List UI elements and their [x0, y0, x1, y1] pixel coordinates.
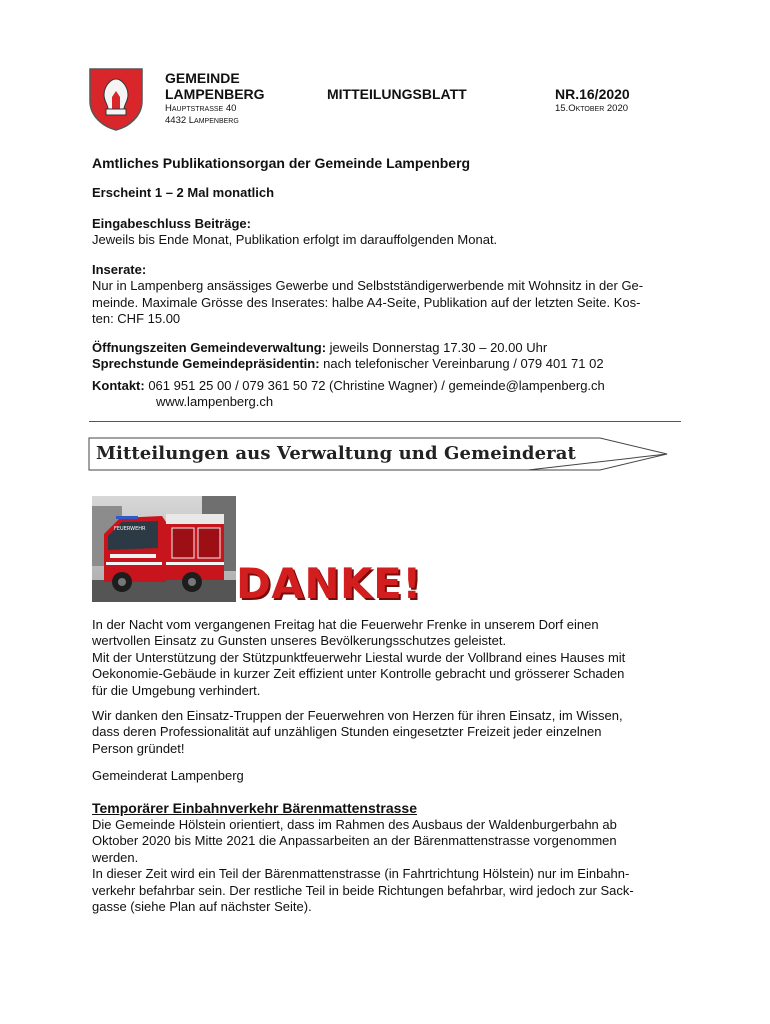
deadline-label: Eingabeschluss Beiträge: [92, 216, 251, 231]
traffic-line: In dieser Zeit wird ein Teil der Bärenmattenstrasse (in Fahrtrichtung Hölstein) nur im Einbahn- [92, 866, 630, 882]
contact-line [92, 378, 712, 394]
contact-block [92, 378, 712, 411]
ads-line: ten: CHF 15.00 [92, 311, 181, 327]
thanks-line: Person gründet! [92, 740, 185, 756]
traffic-line: werden. [92, 849, 139, 865]
office-hours-text: jeweils Donnerstag 17.30 – 20.00 Uhr [326, 340, 548, 355]
thanks-line: wertvollen Einsatz zu Gunsten unseres Bevölkerungsschutzes geleistet. [92, 633, 507, 649]
thanks-line: Wir danken den Einsatz-Truppen der Feuerwehren von Herzen für ihren Einsatz, im Wissen, [92, 708, 623, 723]
consultation-text: nach telefonischer Vereinbarung / 079 401 71 02 [319, 356, 604, 372]
consultation-hours [92, 356, 692, 372]
contact-label: Kontakt: [92, 378, 145, 393]
thanks-signature: Gemeinderat Lampenberg [92, 768, 244, 783]
publication-headline: Amtliches Publikationsorgan der Gemeinde Lampenberg [92, 155, 471, 171]
municipality-name-line2: LAMPENBERG [165, 86, 265, 102]
deadline-block [92, 216, 497, 249]
section-title-banner: Mitteilungen aus Verwaltung und Gemeinderat [96, 443, 576, 464]
truck-sign-text: FEUERWEHR [114, 526, 146, 532]
fire-truck-photo [92, 496, 236, 602]
contact-text: 061 951 25 00 / 079 361 50 72 (Christine Wagner) / gemeinde@lampenberg.ch [144, 378, 605, 393]
deadline-text: Jeweils bis Ende Monat, Publikation erfolgt im darauffolgenden Monat. [92, 232, 498, 248]
office-hours-label: Öffnungszeiten Gemeindeverwaltung: [92, 340, 327, 355]
traffic-section-title: Temporärer Einbahnverkehr Bärenmattenstrasse [92, 800, 417, 816]
thanks-line: Mit der Unterstützung der Stützpunktfeuerwehr Liestal wurde der Vollbrand eines Hauses mit [92, 649, 626, 665]
section-divider [89, 421, 681, 422]
thanks-line: dass deren Professionalität auf unzähligen Stunden eingesetzter Freizeit jeder einzelnen [92, 724, 602, 740]
danke-graphic-text: DANKE! [236, 559, 422, 608]
issue-number: NR.16/2020 [555, 86, 630, 102]
traffic-paragraph [92, 817, 692, 915]
address-city: 4432 Lampenberg [165, 115, 239, 126]
consultation-label: Sprechstunde Gemeindepräsidentin: [92, 356, 320, 372]
municipality-name [165, 70, 265, 102]
publication-frequency: Erscheint 1 – 2 Mal monatlich [92, 185, 275, 200]
hours-block [92, 340, 692, 373]
traffic-line: gasse (siehe Plan auf nächster Seite). [92, 899, 312, 915]
traffic-line: Oktober 2020 bis Mitte 2021 die Anpassarbeiten an der Bärenmattenstrasse vorgenommen [92, 833, 617, 849]
municipality-address [165, 103, 239, 127]
municipality-name-line1: GEMEINDE [165, 70, 240, 86]
thanks-paragraph-1 [92, 617, 692, 699]
ads-line: meinde. Maximale Grösse des Inserates: halbe A4-Seite, Publikation auf der letzten Seite. Kos- [92, 294, 641, 310]
ads-label: Inserate: [92, 262, 147, 277]
traffic-line: Die Gemeinde Hölstein orientiert, dass im Rahmen des Ausbaus der Waldenburgerbahn ab [92, 817, 617, 832]
thanks-line: In der Nacht vom vergangenen Freitag hat die Feuerwehr Frenke in unserem Dorf einen [92, 617, 599, 632]
doc-type: MITTEILUNGSBLATT [327, 86, 467, 102]
issue-date: 15.Oktober 2020 [555, 103, 629, 114]
thanks-paragraph-2 [92, 708, 692, 757]
thanks-line: für die Umgebung verhindert. [92, 682, 261, 698]
ads-block [92, 262, 692, 328]
traffic-line: verkehr befahrbar sein. Der restliche Teil in beide Richtungen befahrbar, wird jedoch zur Sack- [92, 882, 634, 898]
office-hours [92, 340, 692, 356]
contact-website[interactable]: www.lampenberg.ch [156, 394, 274, 410]
address-street: Hauptstrasse 40 [165, 103, 237, 114]
thanks-line: Oekonomie-Gebäude in kurzer Zeit effizient unter Kontrolle gebracht und grösserer Schaden [92, 666, 625, 682]
coat-of-arms-icon [88, 67, 144, 131]
ads-line: Nur in Lampenberg ansässiges Gewerbe und Selbstständigerwerbende mit Wohnsitz in der Ge- [92, 278, 644, 294]
